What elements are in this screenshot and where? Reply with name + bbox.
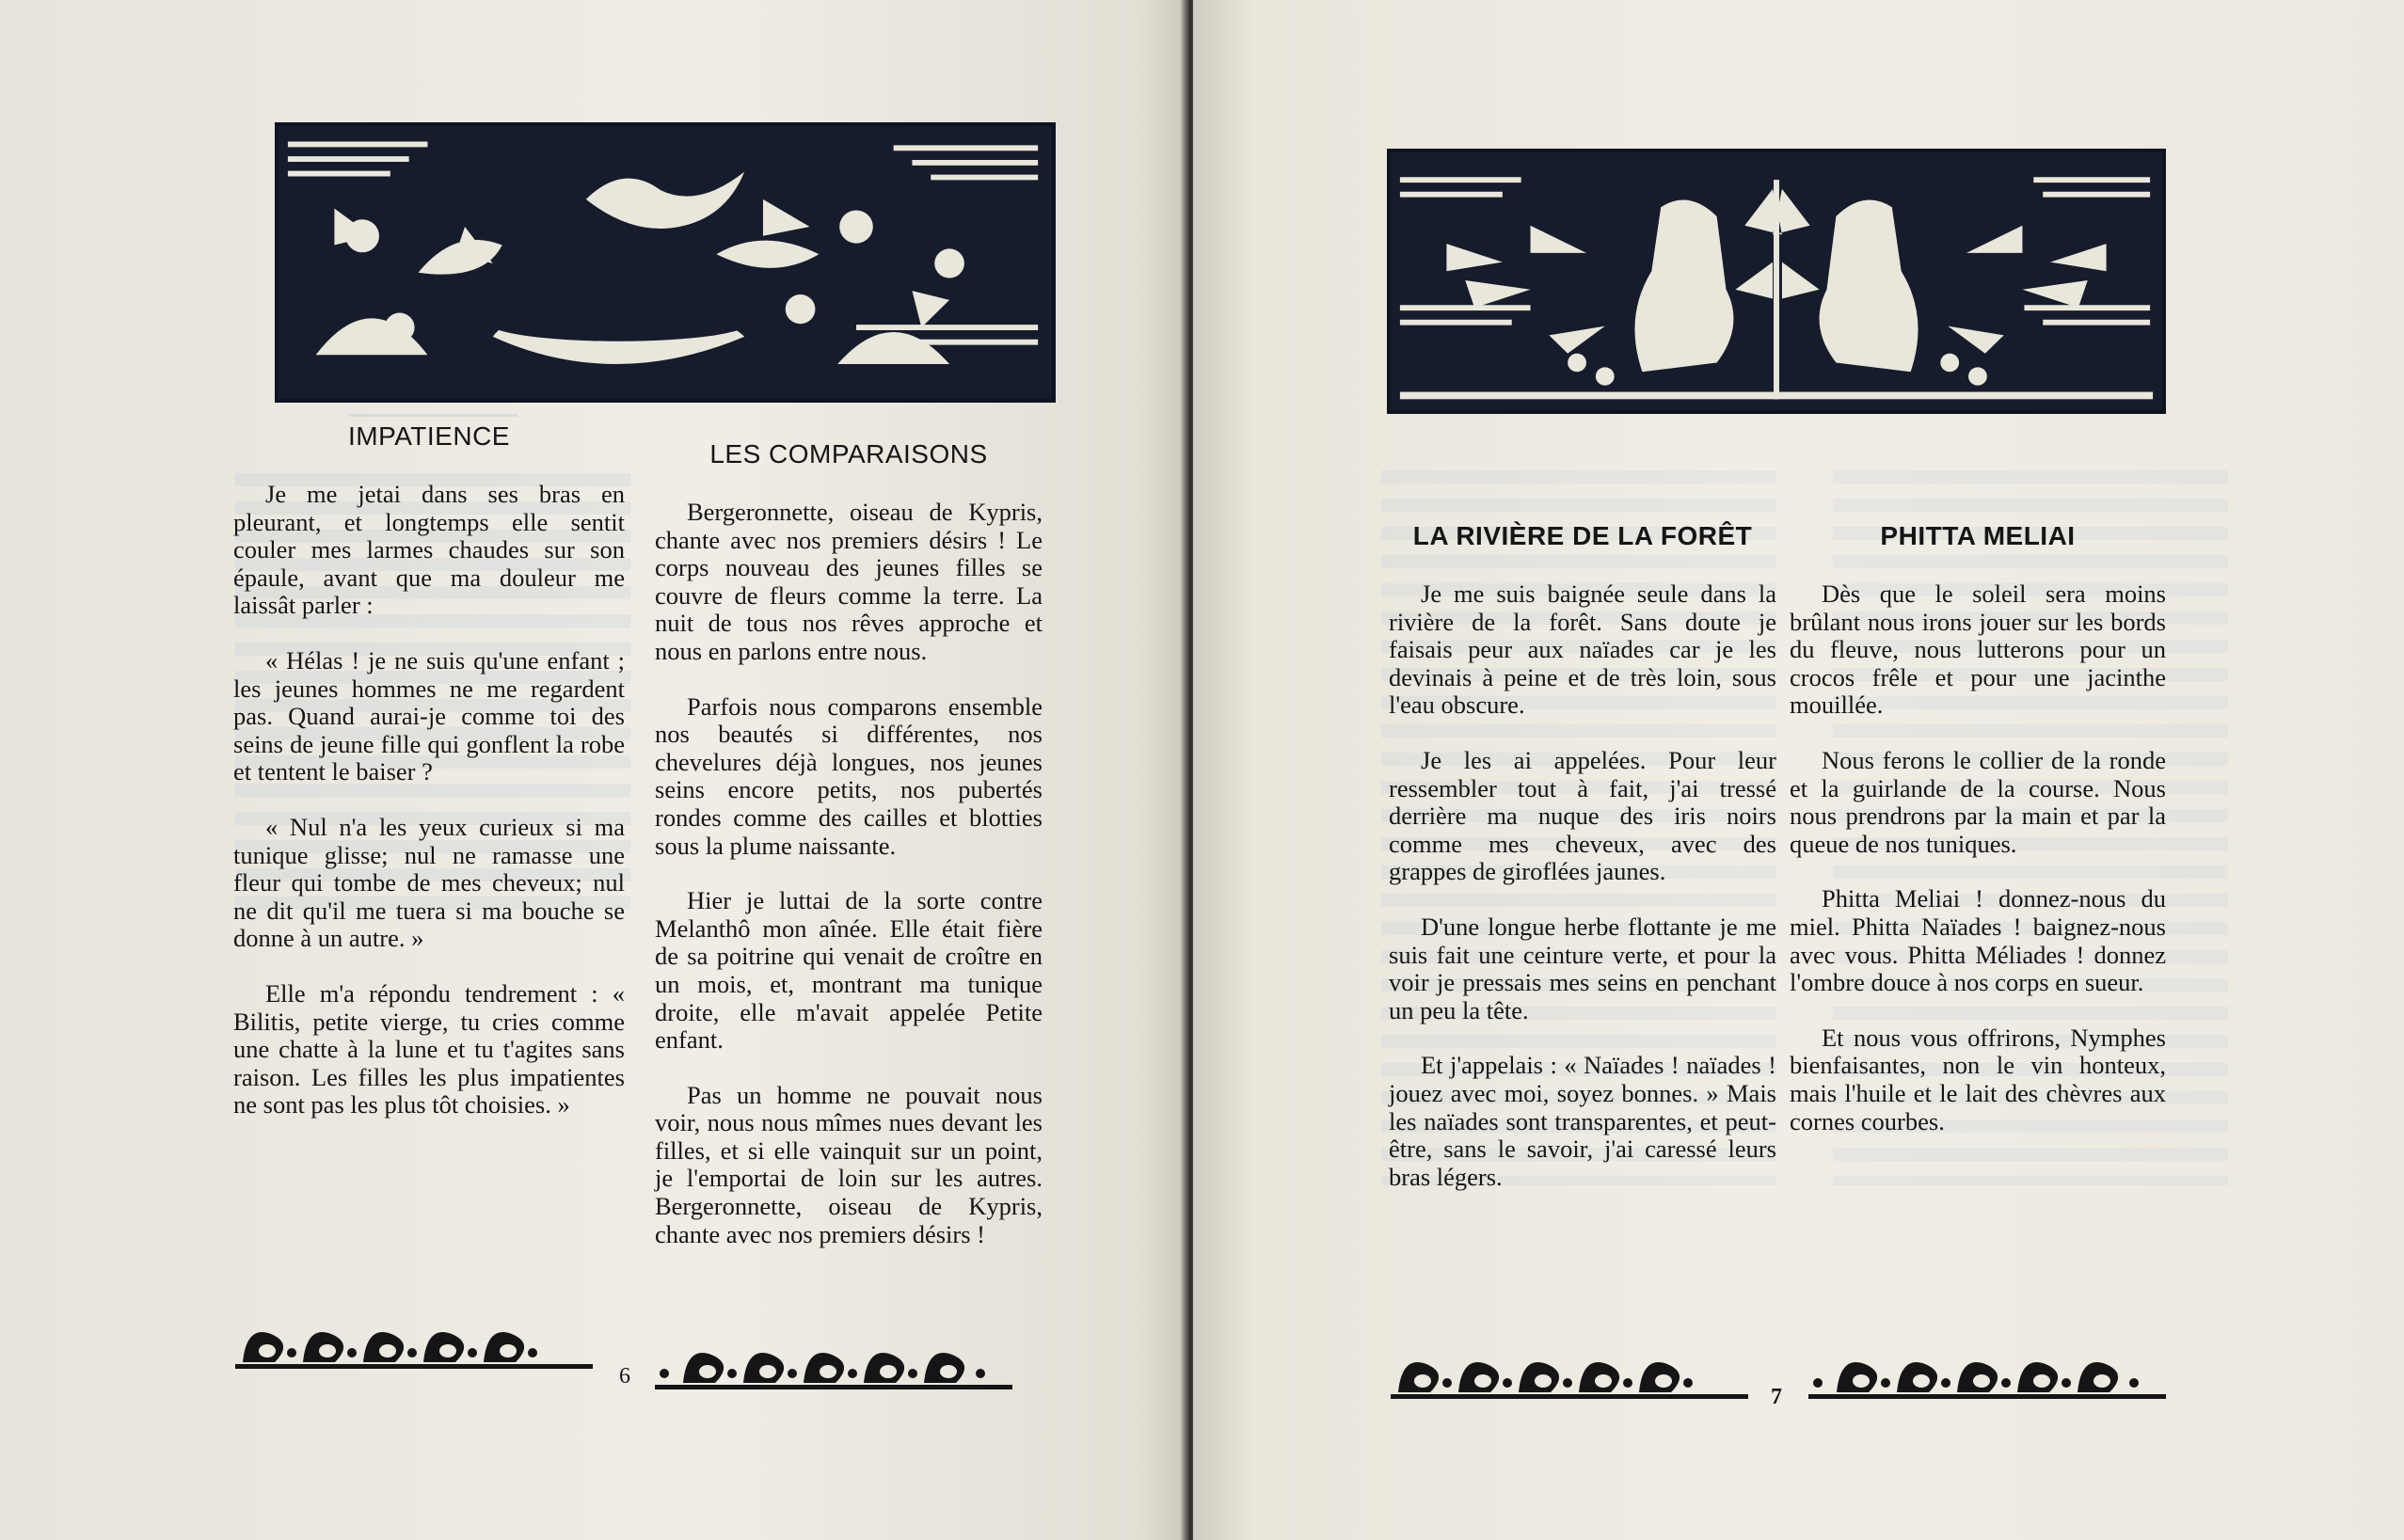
right-page bbox=[1193, 0, 2404, 1540]
poem-paragraph: Je me suis baignée seule dans la rivière de la forêt. Sans doute je faisais peur aux naïades car je les devinais à peine et de très loin, sous l'eau obscure. bbox=[1389, 579, 1776, 720]
poem-paragraph: Bergeronnette, oiseau de Kypris, chante avec nos premiers désirs ! Le corps nouveau des jeunes filles se couvre de fleurs comme la terre. La nuit de tous nos rêves approche et nous en parlons entre nous. bbox=[655, 498, 1043, 665]
poem-paragraph: « Nul n'a les yeux curieux si ma tunique glisse; nul ne ramasse une fleur qui tombe de mes cheveux; nul ne dit qu'il me tuera si ma bouche se donne à un autre. » bbox=[233, 812, 625, 953]
poem-paragraph: Pas un homme ne pouvait nous voir, nous nous mîmes nues devant les filles, et si elle vainquit sur un point, je l'emportai de loin sur les autres. Bergeronnette, oiseau de Kypris, chante avec nos premiers désirs ! bbox=[655, 1080, 1043, 1248]
page-number: 7 bbox=[1771, 1385, 1782, 1409]
leaf-scroll-ornament-icon bbox=[655, 1336, 1012, 1392]
poem-paragraph: Je les ai appelées. Pour leur ressembler tout à fait, j'ai tressé derrière ma nuque des iris noirs comme mes cheveux, avec des grappes de giroflées jaunes. bbox=[1389, 745, 1776, 886]
column-phitta-meliai bbox=[1790, 520, 2166, 1163]
poem-paragraph: « Hélas ! je ne suis qu'une enfant ; les jeunes hommes ne me regardent pas. Quand aurai-je comme toi des seins de jeune fille qui gonflent la robe et tentent le baiser ? bbox=[233, 645, 625, 786]
doves-fountain-woodcut bbox=[275, 122, 1056, 403]
poem-title: LES COMPARAISONS bbox=[709, 439, 988, 468]
poem-paragraph: Hier je luttai de la sorte contre Melanthô mon aînée. Elle était fière de sa poitrine qui venait de croître en un mois, et, montrant ma tunique droite, elle m'avait appelée Petite enfant. bbox=[655, 886, 1043, 1055]
two-nymphs-tree-woodcut bbox=[1387, 149, 2166, 414]
leaf-scroll-ornament-icon bbox=[1808, 1345, 2166, 1402]
poem-paragraph: Parfois nous comparons ensemble nos beautés si différentes, nos chevelures déjà longues, nos jeunes seins encore petits, nos pubertés rondes comme des cailles et blotties sous la plume naissante. bbox=[655, 691, 1043, 860]
leaf-scroll-ornament-icon bbox=[1391, 1345, 1748, 1402]
poem-paragraph: Elle m'a répondu tendrement : « Bilitis, petite vierge, tu cries comme une chatte à la lune et tu t'agites sans raison. Les filles les plus impatientes ne sont pas les plus tôt choisies. » bbox=[233, 978, 625, 1119]
poem-paragraph: Dès que le soleil sera moins brûlant nous irons jouer sur les bords du fleuve, nous lutterons pour un crocos frêle et pour une jacinthe mouillée. bbox=[1790, 579, 2166, 720]
poem-title: IMPATIENCE bbox=[348, 421, 510, 451]
poem-title: PHITTA MELIAI bbox=[1880, 521, 2076, 550]
poem-paragraph: Et nous vous offrirons, Nymphes bienfaisantes, non le vin honteux, mais l'huile et le lait des chèvres aux cornes courbes. bbox=[1790, 1023, 2166, 1135]
poem-paragraph: D'une longue herbe flottante je me suis fait une ceinture verte, et pour la voir je pressais mes seins en penchant un peu la tête. bbox=[1389, 912, 1776, 1024]
left-page bbox=[0, 0, 1187, 1540]
poem-paragraph: Et j'appelais : « Naïades ! naïades ! jouez avec moi, soyez bonnes. » Mais les naïades sont transparentes, et peut-être, sans le savoir, j'ai caressé leurs bras légers. bbox=[1389, 1051, 1776, 1191]
column-impatience bbox=[233, 421, 625, 1147]
leaf-scroll-ornament-icon bbox=[235, 1315, 593, 1372]
poem-paragraph: Je me jetai dans ses bras en pleurant, et longtemps elle sentit couler mes larmes chaudes sur son épaule, avant que ma douleur me laissât parler : bbox=[233, 480, 625, 620]
poem-title: LA RIVIÈRE DE LA FORÊT bbox=[1412, 521, 1753, 550]
column-la-riviere-de-la-foret bbox=[1389, 520, 1776, 1218]
poem-paragraph: Phitta Meliai ! donnez-nous du miel. Phitta Naïades ! baignez-nous avec vous. Phitta Méliades ! donnez l'ombre douce à nos corps en sueur. bbox=[1790, 884, 2166, 997]
poem-paragraph: Nous ferons le collier de la ronde et la guirlande de la course. Nous nous prendrons par la main et par la queue de nos tuniques. bbox=[1790, 745, 2166, 858]
column-les-comparaisons bbox=[655, 438, 1043, 1276]
page-number: 6 bbox=[619, 1364, 630, 1389]
